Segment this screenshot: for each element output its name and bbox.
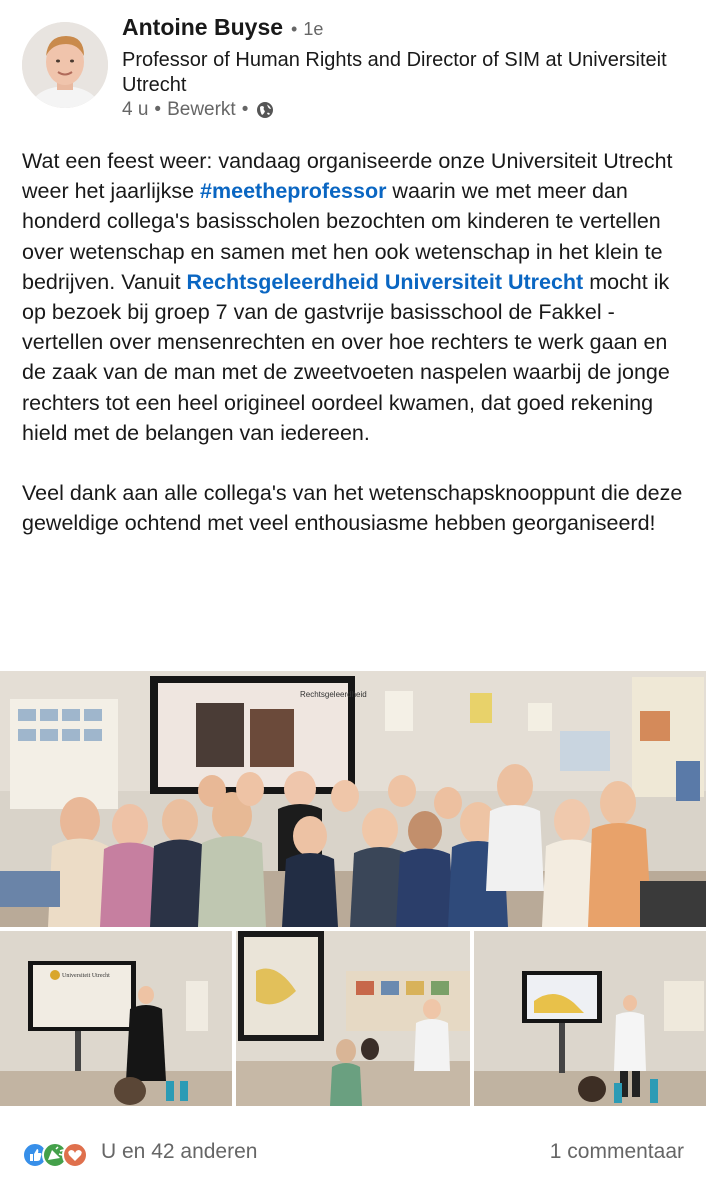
post-image-classroom-screen[interactable] — [236, 931, 470, 1106]
connection-degree: 1e — [303, 19, 324, 39]
post-paragraph-2: Veel dank aan alle collega's van het wetenschapsknooppunt die deze geweldige ochtend met veel enthousiasme hebben georganiseerd! — [22, 481, 683, 536]
comments-count[interactable]: 1 commentaar — [549, 1140, 684, 1163]
author-avatar[interactable] — [22, 22, 108, 108]
post-meta — [122, 99, 274, 121]
hashtag-link[interactable]: #meetheprofessor — [200, 179, 387, 204]
reactions-count[interactable]: U en 42 anderen — [101, 1140, 258, 1163]
love-icon — [63, 1143, 87, 1167]
post-time: 4 u — [122, 99, 149, 120]
author-name-row — [122, 14, 323, 41]
reaction-icons[interactable] — [22, 1140, 94, 1170]
author-name[interactable]: Antoine Buyse — [122, 14, 284, 40]
post-header — [0, 0, 706, 150]
post-text-1: Wat een feest weer: vandaag organiseerde onze Universiteit Utrecht weer het jaarlijkse — [22, 149, 673, 204]
post-text-3: mocht ik op bezoek bij groep 7 van de gastvrije basisschool de Fakkel - vertellen over mensenrechten en over hoe rechters te werk gaan en de zaak van de man met de zweetvoeten naspelen waarbij de jonge rechters tot een heel origineel oordeel kwamen, dat goed rekening hield met de belangen van iedereen. — [22, 269, 670, 445]
post-image-classroom-group[interactable] — [0, 671, 706, 927]
globe-icon — [256, 101, 274, 119]
mention-link[interactable]: Rechtsgeleerdheid Universiteit Utrecht — [186, 269, 584, 294]
post-body — [22, 146, 690, 538]
post-text-2: waarin we met meer dan honderd collega's basisscholen bezochten om kinderen te vertellen over wetenschap en samen met hen ook wetenschap in het klein te bedrijven. Vanuit — [22, 179, 663, 294]
screen-heading: Universiteit Utrecht — [62, 973, 110, 979]
social-counts — [0, 1130, 706, 1180]
post-paragraph-1 — [22, 146, 690, 448]
post-image-teacher-standing[interactable] — [474, 931, 706, 1106]
connection-separator: • — [291, 19, 298, 39]
meta-separator: • — [154, 99, 162, 120]
screen-heading: Rechtsgeleerdheid — [300, 690, 367, 699]
meta-separator: • — [241, 99, 249, 120]
edited-label: Bewerkt — [167, 99, 236, 120]
post-image-professor-presenting[interactable] — [0, 931, 232, 1106]
author-headline: Professor of Human Rights and Director of SIM at Universiteit Utrecht — [122, 49, 667, 96]
